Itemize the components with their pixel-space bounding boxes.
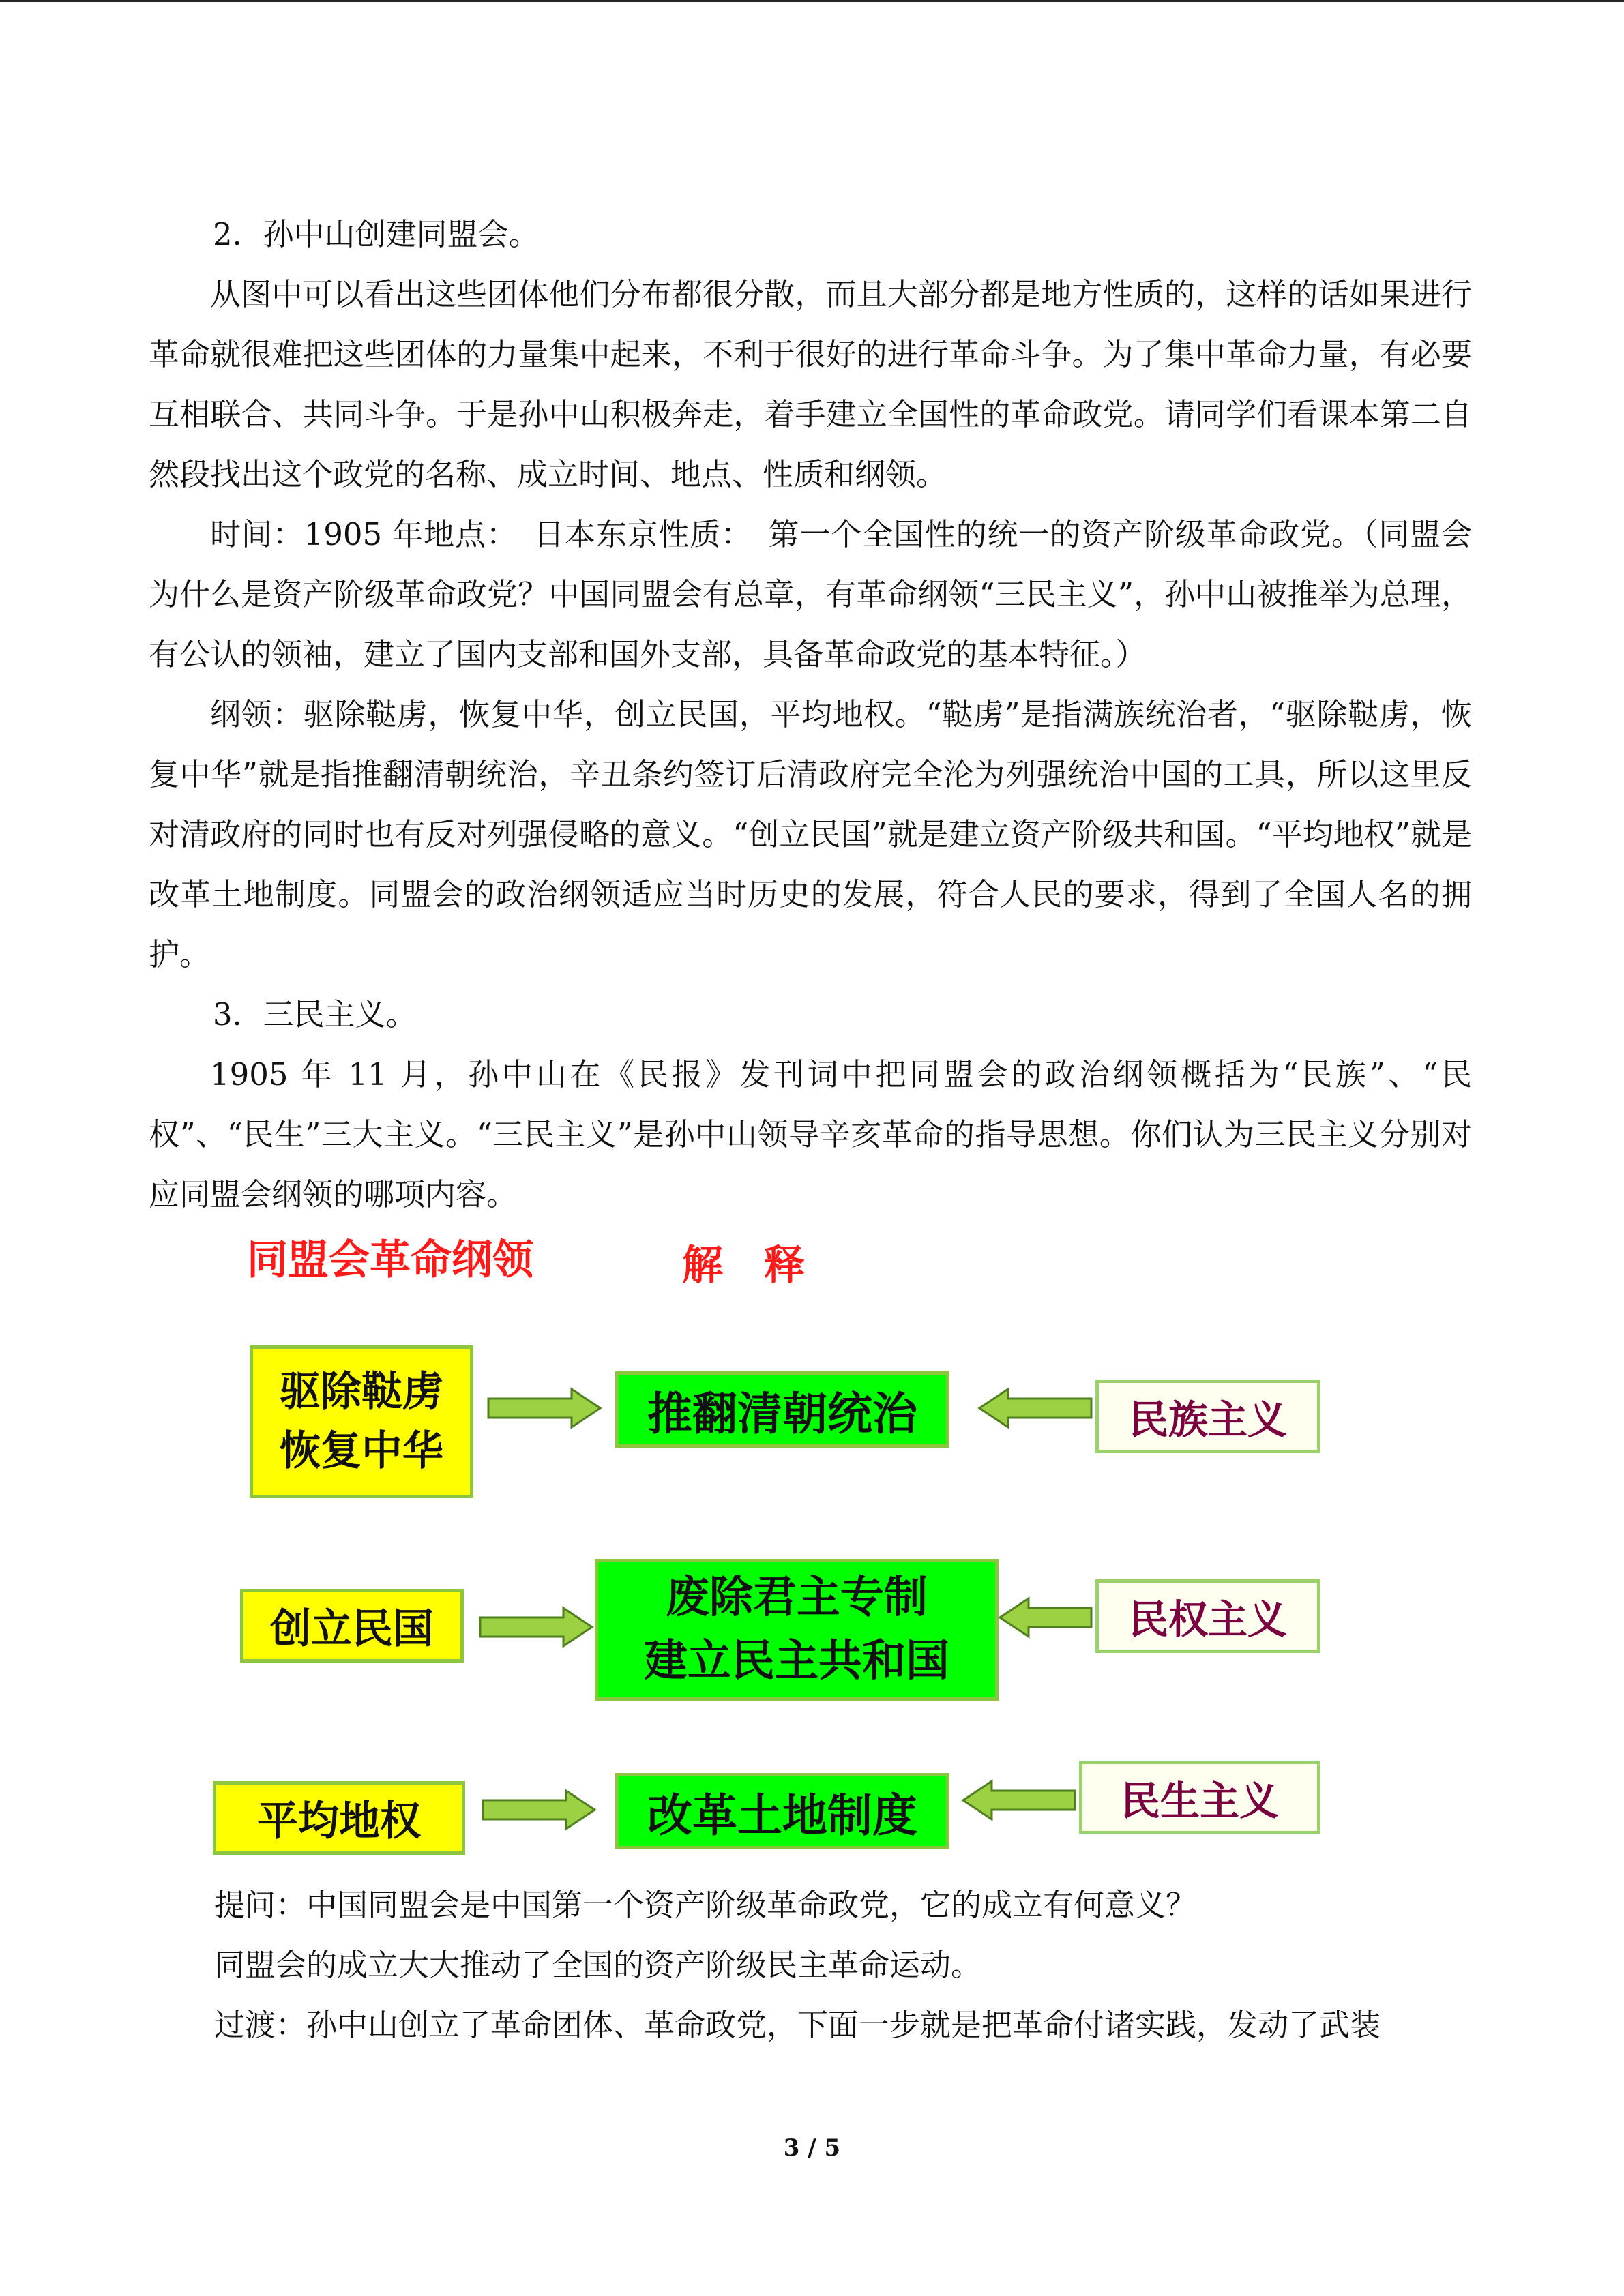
program-box-3 [213, 1781, 465, 1855]
explanation-line: 建立民主共和国 [644, 1636, 949, 1686]
program-line: 恢复中华 [280, 1427, 443, 1475]
explanation-box-2 [595, 1559, 999, 1701]
transition-line: 过渡：孙中山创立了革命团体、革命政党，下面一步就是把革命付诸实践，发动了武装 [214, 2007, 1381, 2043]
explanation-box-3 [615, 1773, 949, 1849]
program-box-1 [250, 1345, 473, 1498]
principle-box-1 [1095, 1380, 1320, 1453]
right-arrow-icon [480, 1788, 597, 1832]
paragraph-4: 1905 年 11 月，孙中山在《民报》发刊词中把同盟会的政治纲领概括为“民族”、“民权”、“民生”三大主义。“三民主义”是孙中山领导辛亥革命的指导思想。你们认为三民主义分别对应同盟会纲领的哪项内容。 [149, 1056, 1472, 1212]
principle-label: 民生主义 [1120, 1778, 1279, 1824]
paragraph-3: 纲领：驱除鞑虏，恢复中华，创立民国，平均地权。“鞑虏”是指满族统治者，“驱除鞑虏，恢复中华”就是指推翻清朝统治，辛丑条约签订后清政府完全沦为列强统治中国的工具，所以这里反对清政府的同时也有反对列强侵略的意义。“创立民国”就是建立资产阶级共和国。“平均地权”就是改革土地制度。同盟会的政治纲领适应当时历史的发展，符合人民的要求，得到了全国人名的拥护。 [149, 696, 1472, 972]
page-number: 3 / 5 [783, 2134, 841, 2162]
diagram-title-program: 同盟会革命纲领 [247, 1236, 533, 1284]
explanation-line: 改革土地制度 [647, 1789, 917, 1842]
explanation-line: 推翻清朝统治 [647, 1387, 917, 1440]
left-arrow-icon [997, 1596, 1094, 1639]
heading-2: 2．孙中山创建同盟会。 [213, 216, 540, 252]
principle-box-2 [1095, 1579, 1320, 1653]
principle-box-3 [1079, 1761, 1320, 1834]
closing-text [149, 1875, 1472, 2055]
program-line: 创立民国 [270, 1605, 434, 1653]
answer-line: 同盟会的成立大大推动了全国的资产阶级民主革命运动。 [214, 1947, 982, 1983]
question-line: 提问：中国同盟会是中国第一个资产阶级革命政党，它的成立有何意义？ [214, 1887, 1197, 1923]
right-arrow-icon [486, 1386, 603, 1430]
explanation-line: 废除君主专制 [666, 1572, 928, 1624]
left-arrow-icon [960, 1778, 1078, 1822]
program-line: 平均地权 [257, 1798, 421, 1845]
right-arrow-icon [477, 1605, 595, 1649]
paragraph-2: 时间：1905 年地点： 日本东京性质： 第一个全国性的统一的资产阶级革命政党。（同盟会为什么是资产阶级革命政党？中国同盟会有总章，有革命纲领“三民主义”，孙中山被推举为总理，有公认的领袖，建立了国内支部和国外支部，具备革命政党的基本特征。） [149, 516, 1472, 672]
heading-3: 3．三民主义。 [213, 996, 417, 1032]
explanation-box-1 [615, 1371, 949, 1448]
principle-label: 民族主义 [1128, 1397, 1287, 1443]
program-box-2 [240, 1589, 464, 1663]
body-text [149, 205, 1472, 1225]
diagram-title-explanation: 解 释 [682, 1242, 805, 1289]
program-line: 驱除鞑虏 [280, 1368, 443, 1416]
principle-label: 民权主义 [1128, 1596, 1287, 1643]
paragraph-1: 从图中可以看出这些团体他们分布都很分散，而且大部分都是地方性质的，这样的话如果进行革命就很难把这些团体的力量集中起来，不利于很好的进行革命斗争。为了集中革命力量，有必要互相联合、共同斗争。于是孙中山积极奔走，着手建立全国性的革命政党。请同学们看课本第二自然段找出这个政党的名称、成立时间、地点、性质和纲领。 [149, 276, 1472, 492]
page-top-border [0, 0, 1624, 2]
left-arrow-icon [977, 1386, 1094, 1430]
